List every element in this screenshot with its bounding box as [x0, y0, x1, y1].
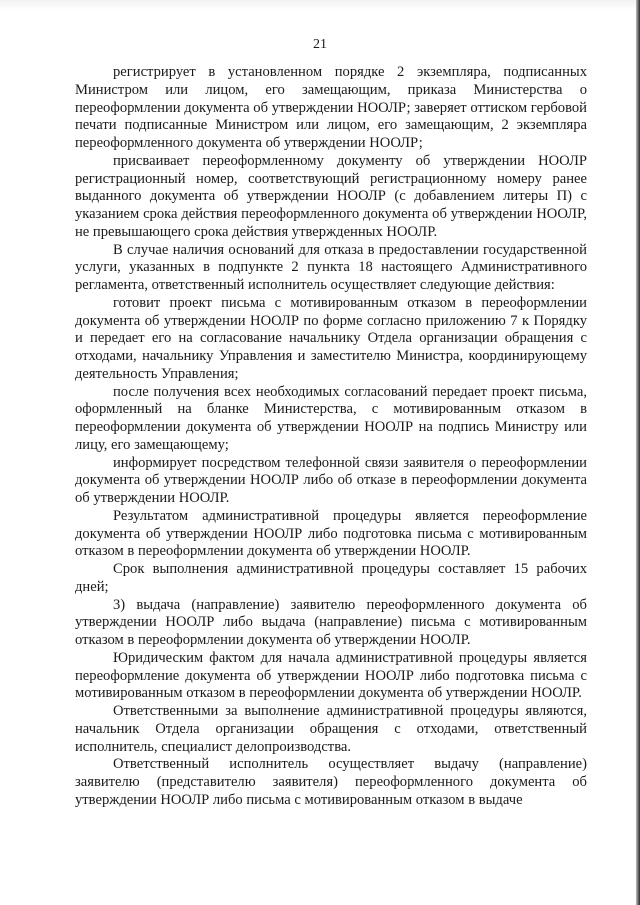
scan-shadow-top: [0, 0, 640, 10]
page-number: 21: [313, 37, 327, 52]
paragraph-procedure-result: Результатом административной процедуры является переоформление документа об утверждении НООЛР либо подготовка письма с мотивированным отказом в переоформлении документа об утверждении НООЛР.: [75, 507, 587, 560]
scan-edge-right: [636, 0, 640, 905]
paragraph-refusal-grounds: В случае наличия оснований для отказа в предоставлении государственной услуги, указанных в подпункте 2 пункта 18 настоящего Административного регламента, ответственный исполнитель осуществляет следующие действия:: [75, 241, 587, 293]
document-body: [75, 64, 587, 810]
paragraph-responsible-persons: Ответственными за выполнение административной процедуры являются, начальник Отдела организации обращения с отходами, ответственный исполнитель, специалист делопроизводства.: [75, 703, 587, 755]
paragraph-assign-number: присваивает переоформленному документу об утверждении НООЛР регистрационный номер, соответствующий регистрационному номеру ранее выданного документа об утверждении НООЛР (с добавлением литеры П) с указанием срока действия переоформленного документа об утверждении НООЛР, не превышающего срока действия утвержденных НООЛР.: [75, 152, 587, 240]
paragraph-legal-fact: Юридическим фактом для начала административной процедуры является переоформление документа об утверждении НООЛР либо подготовка письма с мотивированным отказом в переоформлении документа об утверждении НООЛР.: [75, 649, 587, 702]
paragraph-procedure-term: Срок выполнения административной процедуры составляет 15 рабочих дней;: [75, 561, 587, 595]
paragraph-inform-applicant: информирует посредством телефонной связи заявителя о переоформлении документа об утверждении НООЛР либо об отказе в переоформлении документа об утверждении НООЛР.: [75, 454, 587, 506]
paragraph-register-copies: регистрирует в установленном порядке 2 экземпляра, подписанных Министром или лицом, его замещающим, приказа Министерства о переоформлении документа об утверждении НООЛР; заверяет оттиском гербовой печати подписанные Министром или лицом, его замещающим, 2 экземпляра переоформленного документа об утверждении НООЛР;: [75, 64, 587, 151]
paragraph-submit-for-signature: после получения всех необходимых согласований передает проект письма, оформленный на бланке Министерства, с мотивированным отказом в переоформлении документа об утверждении НООЛР на подпись Министру или лицу, его замещающему;: [75, 383, 587, 453]
paragraph-issuance-step: 3) выдача (направление) заявителю переоформленного документа об утверждении НООЛР либо выдача (направление) письма с мотивированным отказом в переоформлении документа об утверждении НООЛР.: [75, 596, 587, 648]
paragraph-prepare-refusal-letter: готовит проект письма с мотивированным отказом в переоформлении документа об утверждении НООЛР по форме согласно приложению 7 к Порядку и передает его на согласование начальнику Отдела организации обращения с отходами, начальнику Управления и заместителю Министра, координирующему деятельность Управления;: [75, 294, 587, 382]
paragraph-issuance-execution: Ответственный исполнитель осуществляет выдачу (направление) заявителю (представителю заявителя) переоформленного документа об утверждении НООЛР либо письма с мотивированным отказом в выдаче: [75, 756, 587, 808]
